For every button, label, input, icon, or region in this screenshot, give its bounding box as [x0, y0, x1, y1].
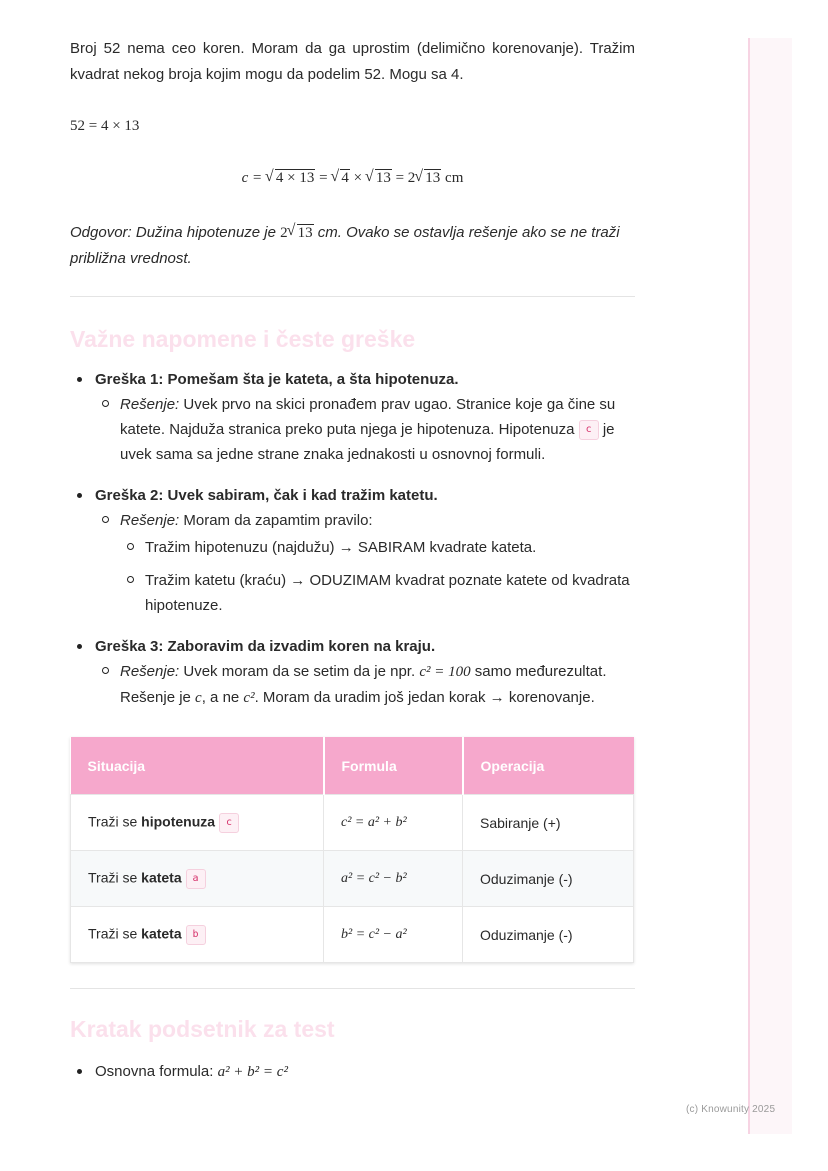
- summary-table: [70, 737, 634, 963]
- inline-code: a: [186, 869, 206, 889]
- solution-list: [95, 659, 635, 711]
- section-heading-errors: Važne napomene i česte greške: [70, 326, 416, 352]
- copyright: (c) Knowunity 2025: [686, 1104, 776, 1115]
- table-cell-formula: b² = c² − a²: [324, 907, 463, 963]
- sqrt-symbol: √ 4 × 13: [266, 170, 315, 187]
- equation-52: 52 = 4 × 13: [70, 118, 140, 134]
- sqrt-symbol: √ 13: [288, 220, 314, 246]
- right-margin-panel: [748, 38, 792, 1134]
- rules-list: [120, 535, 635, 618]
- table-header-situacija: Situacija: [71, 737, 324, 795]
- rule-item: Tražim katetu (kraću) → ODUZIMAM kvadrat poznate katete od kvadrata hipotenuze.: [120, 568, 635, 618]
- rule-item: Tražim hipotenuzu (najdužu) → SABIRAM kvadrate kateta.: [120, 535, 635, 560]
- solution-item: Rešenje: Uvek moram da se setim da je npr. c² = 100 samo međurezultat. Rešenje je c, a ne c². Moram da uradim još jedan korak → korenovanje.: [95, 659, 635, 711]
- reminder-list: [70, 1059, 635, 1085]
- document-page: [70, 36, 635, 1085]
- inline-code: c: [219, 813, 239, 833]
- solution-item: Rešenje: Moram da zapamtim pravilo: Tražim hipotenuzu (najdužu) → SABIRAM kvadrate kateta. Tražim katetu (kraću) → ODUZIMAM kvadrat poznate katete od kvadrata hipotenuze.: [95, 508, 635, 618]
- table-cell-operation: Oduzimanje (-): [463, 907, 634, 963]
- error-item-1: Greška 1: Pomešam šta je kateta, a šta hipotenuza. Rešenje: Uvek prvo na skici pronađem prav ugao. Stranice koje ga čine su katete. Najduža stranica preko puta njega je hipotenuza. Hipotenuza c je uvek sama sa jedne strane znaka jednakosti u osnovnoj formuli.: [70, 367, 635, 467]
- divider: [70, 296, 635, 297]
- divider: [70, 988, 635, 989]
- table-row: [71, 851, 634, 907]
- table-header-operacija: Operacija: [463, 737, 634, 795]
- section-heading-reminder: Kratak podsetnik za test: [70, 1016, 335, 1042]
- inline-code: b: [186, 925, 206, 945]
- error-item-3: Greška 3: Zaboravim da izvadim koren na kraju. Rešenje: Uvek moram da se setim da je npr. c² = 100 samo međurezultat. Rešenje je c, a ne c². Moram da uradim još jedan korak → korenovanje.: [70, 634, 635, 711]
- table-cell-situation: Traži se kateta b: [71, 907, 324, 963]
- solution-list: [95, 508, 635, 618]
- sqrt-symbol: √ 13: [366, 170, 392, 187]
- equation-hypotenuse: c = √ 4 × 13 = √ 4 × √ 13 = 2√ 13 cm: [70, 170, 635, 187]
- sqrt-symbol: √ 13: [415, 170, 441, 187]
- error-item-2: Greška 2: Uvek sabiram, čak i kad tražim katetu. Rešenje: Moram da zapamtim pravilo: Tražim hipotenuzu (najdužu) → SABIRAM kvadrate kateta. Tražim katetu (kraću) → ODUZIMAM kvadrat poznate katete od kvadrata hipotenuze.: [70, 483, 635, 618]
- table-cell-formula: c² = a² + b²: [324, 795, 463, 851]
- solution-list: [95, 392, 635, 467]
- table-cell-formula: a² = c² − b²: [324, 851, 463, 907]
- table-cell-situation: Traži se hipotenuza c: [71, 795, 324, 851]
- errors-list: [70, 367, 635, 711]
- table-row: [71, 795, 634, 851]
- sqrt-symbol: √ 4: [331, 170, 350, 187]
- table-row: [71, 907, 634, 963]
- inline-code: c: [579, 420, 599, 440]
- reminder-item: Osnovna formula: a² + b² = c²: [70, 1059, 635, 1085]
- table-header-formula: Formula: [324, 737, 463, 795]
- table-cell-operation: Sabiranje (+): [463, 795, 634, 851]
- table-cell-situation: Traži se kateta a: [71, 851, 324, 907]
- intro-paragraph: Broj 52 nema ceo koren. Moram da ga uprostim (delimično korenovanje). Tražim kvadrat nekog broja kojim mogu da podelim 52. Mogu sa 4.: [70, 40, 635, 83]
- solution-item: Rešenje: Uvek prvo na skici pronađem prav ugao. Stranice koje ga čine su katete. Najduža stranica preko puta njega je hipotenuza. Hipotenuza c je uvek sama sa jedne strane znaka jednakosti u osnovnoj formuli.: [95, 392, 635, 467]
- answer-paragraph: Odgovor: Dužina hipotenuze je 2√ 13 cm. Ovako se ostavlja rešenje ako se ne traži približna vrednost.: [70, 220, 635, 272]
- table-cell-operation: Oduzimanje (-): [463, 851, 634, 907]
